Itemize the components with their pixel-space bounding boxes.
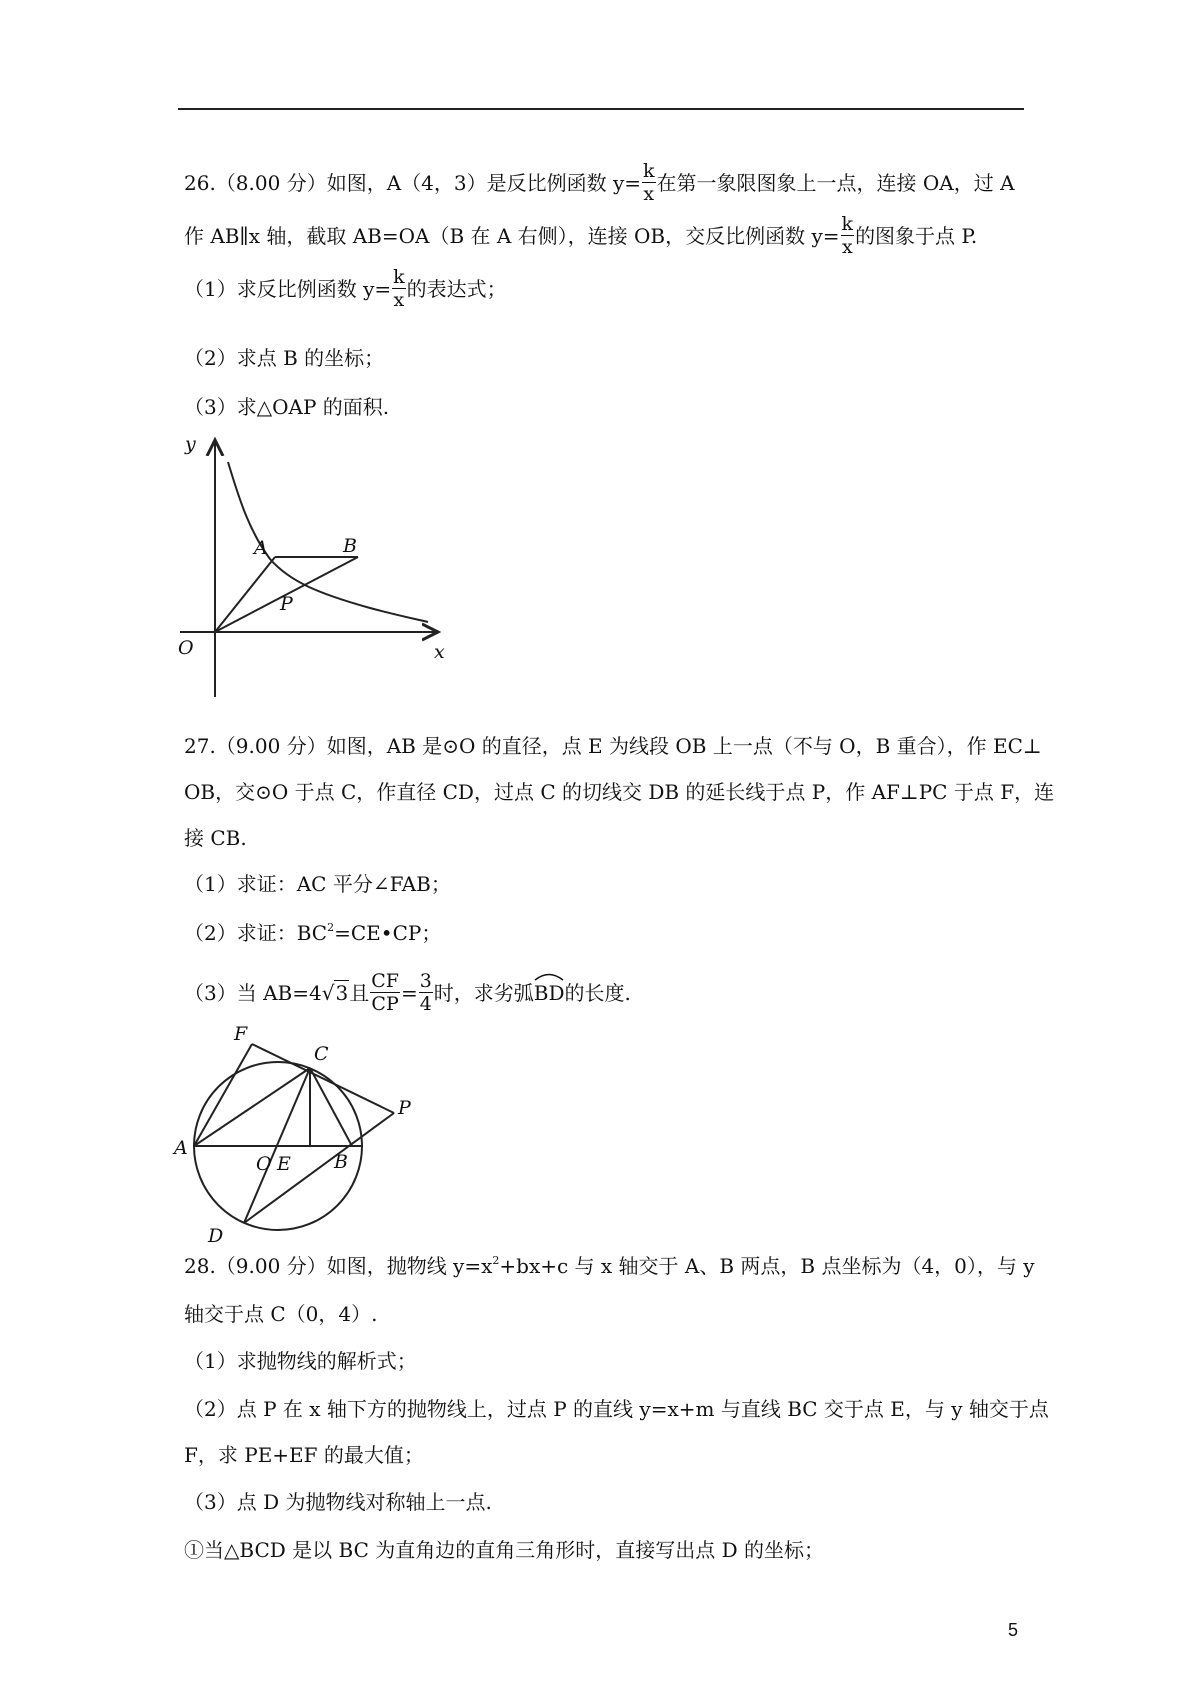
q26-line-2: 作 AB∥x 轴，截取 AB=OA（B 在 A 右侧），连接 OB，交反比例函数 y= $\frac{k}{x}$ 的图象于点 P.	[184, 213, 978, 258]
q27-line-2: OB，交⊙O 于点 C，作直径 CD，过点 C 的切线交 DB 的延长线于点 P，作 AF⊥PC 于点 F，连	[184, 780, 1055, 804]
label-C: C	[314, 1043, 329, 1065]
q27-figure	[172, 1018, 432, 1252]
q27-line-3: 接 CB.	[184, 826, 247, 850]
label-B: B	[334, 1151, 348, 1173]
q28-part-3: （3）点 D 为抛物线对称轴上一点.	[184, 1490, 492, 1514]
q26-part-1: （1）求反比例函数 y= $\frac{k}{x}$ 的表达式；	[184, 266, 507, 311]
q26-line-1: 26.（8.00 分）如图，A（4，3）是反比例函数 y= $\frac{k}{x}$ 在第一象限图象上一点，连接 OA，过 A	[184, 160, 1015, 205]
sqrt-3: √3	[321, 981, 349, 1005]
label-x: x	[434, 641, 445, 663]
label-O: O	[178, 637, 194, 659]
q27-part-2: （2）求证：$BC^2=CE•CP$；	[184, 921, 442, 945]
q27-line-1: 27.（9.00 分）如图，AB 是⊙O 的直径，点 E 为线段 OB 上一点（不与 O，B 重合），作 EC⊥	[184, 734, 1042, 758]
q28-part-3-sub-1: ①当△BCD 是以 BC 为直角边的直角三角形时，直接写出点 D 的坐标；	[184, 1538, 824, 1562]
fraction-k-over-x: $\frac{k}{x}$	[841, 213, 854, 258]
header-rule	[178, 108, 1024, 110]
fraction-k-over-x: $\frac{k}{x}$	[643, 160, 655, 205]
label-O: O	[256, 1153, 272, 1175]
fraction-k-over-x: $\frac{k}{x}$	[393, 266, 405, 311]
label-y: y	[185, 433, 196, 455]
q28-part-2-line-1: （2）点 P 在 x 轴下方的抛物线上，过点 P 的直线 y=x+m 与直线 BC 交于点 E，与 y 轴交于点	[184, 1397, 1049, 1421]
q26-part-2: （2）求点 B 的坐标；	[184, 346, 385, 370]
label-F: F	[234, 1023, 248, 1045]
label-P: P	[280, 593, 293, 615]
q28-line-2: 轴交于点 C（0，4）.	[184, 1302, 378, 1326]
q27-part-3: （3）当 AB=4√3且 $\frac{CF}{CP}$ = $\frac{3}{4}$ 时，求劣弧 BD的长度.	[184, 970, 631, 1015]
label-P: P	[398, 1097, 411, 1119]
arc-BD: BD	[534, 981, 565, 1005]
fraction-cf-over-cp: $\frac{CF}{CP}$	[371, 970, 399, 1015]
q28-line-1: 28.（9.00 分）如图，抛物线 $y=x^2+bx+c$ 与 x 轴交于 A、B 两点，B 点坐标为（4，0），与 y	[184, 1254, 1035, 1278]
q26-part-3: （3）求△OAP 的面积.	[184, 395, 390, 419]
label-A: A	[254, 537, 268, 559]
label-D: D	[208, 1225, 224, 1247]
page-number: 5	[1008, 1620, 1019, 1640]
segment-OA	[215, 557, 275, 632]
q26-figure	[170, 432, 460, 706]
q28-part-2-line-2: F，求 PE+EF 的最大值；	[184, 1443, 424, 1467]
q27-part-1: （1）求证：AC 平分∠FAB；	[184, 872, 451, 896]
label-A: A	[174, 1137, 188, 1159]
q28-part-1: （1）求抛物线的解析式；	[184, 1349, 417, 1373]
label-E: E	[277, 1153, 291, 1175]
fraction-3-over-4: $\frac{3}{4}$	[419, 970, 432, 1015]
label-B: B	[343, 535, 357, 557]
segment-AF	[194, 1044, 252, 1146]
